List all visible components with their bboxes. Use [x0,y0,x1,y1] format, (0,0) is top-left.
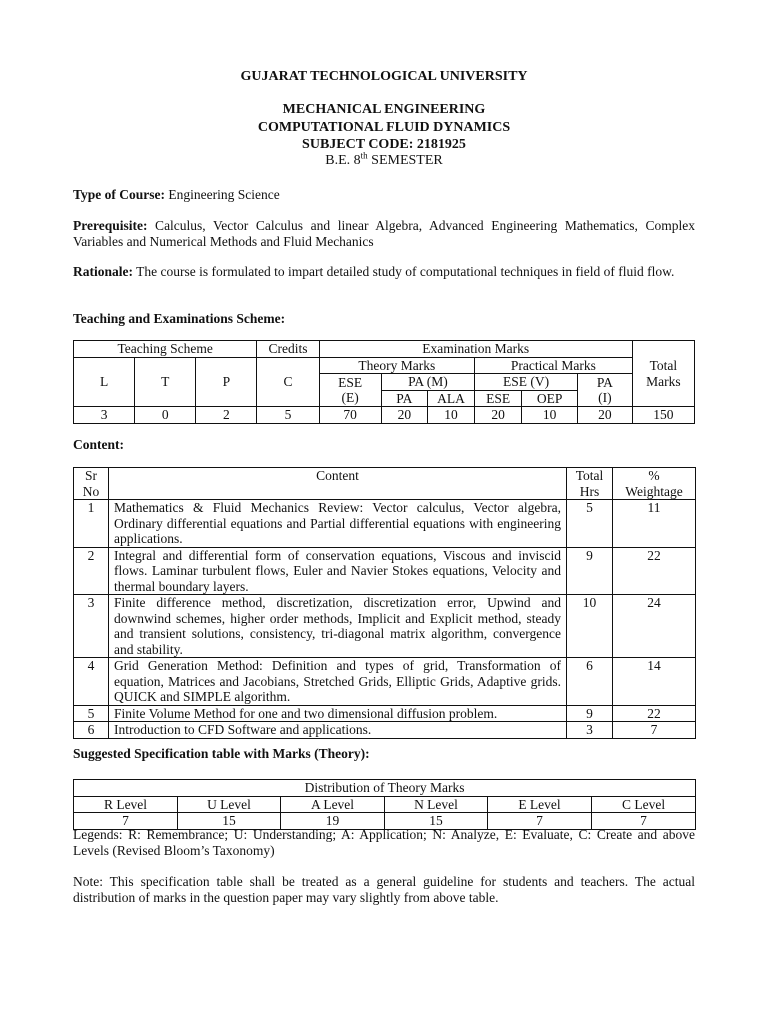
row-weight: 22 [613,547,696,595]
ese-e-header: ESE (E) [319,374,381,407]
row-weight: 7 [613,722,696,739]
prerequisite [73,218,695,249]
row-sr: 6 [74,722,109,739]
row-content: Finite Volume Method for one and two dimensional diffusion problem. [109,705,567,722]
note-text: Note: This specification table shall be treated as a general guideline for students and teachers. The actual distribution of marks in the question paper may vary slightly from above table. [73,874,695,905]
marks-cell: 7 [592,813,696,830]
scheme-values-row [74,407,695,424]
level-cell: A Level [281,796,385,813]
oep-header: OEP [522,390,578,407]
type-of-course [73,187,695,203]
pa-header: PA [381,390,427,407]
table-row [74,547,696,595]
rationale [73,264,695,280]
value-ese-e: 70 [319,407,381,424]
practical-marks-header: Practical Marks [475,357,633,374]
theory-marks-header: Theory Marks [319,357,474,374]
pa-m-header: PA (M) [381,374,474,391]
row-weight: 24 [613,595,696,658]
value-ese: 20 [475,407,522,424]
sr-no-header: Sr No [74,468,109,500]
credits-header: Credits [257,341,319,358]
table-row [74,658,696,706]
subject-title: COMPUTATIONAL FLUID DYNAMICS [257,120,511,135]
semester-line [0,150,768,169]
row-hrs: 10 [567,595,613,658]
ese-v-header: ESE (V) [475,374,578,391]
col-L: L [74,357,135,407]
col-C: C [257,357,319,407]
level-cell: U Level [178,796,281,813]
row-hrs: 5 [567,500,613,548]
value-T: 0 [135,407,196,424]
level-cell: E Level [488,796,592,813]
col-P: P [196,357,257,407]
scheme-heading: Teaching and Examinations Scheme: [73,311,286,326]
row-content: Finite difference method, discretization, discretization error, Upwind and downwind schemes, higher order methods, Implicit and Explicit method, steady and transient solutions, consistency, tri-diagonal matrix algorithm, convergence and stability. [109,595,567,658]
row-weight: 11 [613,500,696,548]
semester-prefix: B.E. 8 [325,153,361,168]
type-label: Type of Course: [73,187,165,202]
teaching-scheme-header: Teaching Scheme [74,341,257,358]
subject-code: SUBJECT CODE: 2181925 [302,137,466,152]
row-weight: 22 [613,705,696,722]
marks-cell: 19 [281,813,385,830]
pa-i-header: PA (I) [577,374,632,407]
content-header: Content [109,468,567,500]
level-cell: R Level [74,796,178,813]
marks-cell: 7 [74,813,178,830]
distribution-title: Distribution of Theory Marks [74,780,696,797]
spec-heading: Suggested Specification table with Marks (Theory): [73,746,370,761]
levels-row [74,796,696,813]
marks-cell: 15 [385,813,488,830]
total-marks-header: Total Marks [632,341,694,407]
col-T: T [135,357,196,407]
value-ala: 10 [427,407,474,424]
level-cell: N Level [385,796,488,813]
value-C: 5 [257,407,319,424]
semester-superscript: th [360,150,368,161]
legend-text: Legends: R: Remembrance; U: Understanding; A: Application; N: Analyze, E: Evaluate, C: Create and above Levels (Revised Bloom’s Taxonomy) [73,827,695,858]
value-P: 2 [196,407,257,424]
value-L: 3 [74,407,135,424]
content-heading: Content: [73,437,124,452]
value-pa-i: 20 [577,407,632,424]
teaching-scheme-table [73,340,695,424]
row-content: Introduction to CFD Software and applications. [109,722,567,739]
semester-suffix: SEMESTER [367,153,443,168]
row-sr: 2 [74,547,109,595]
row-content: Grid Generation Method: Definition and types of grid, Transformation of equation, Matrices and Jacobians, Stretched Grids, Elliptic Grids, Adaptive grids. QUICK and SIMPLE algorithm. [109,658,567,706]
total-hrs-header: Total Hrs [567,468,613,500]
row-weight: 14 [613,658,696,706]
spec-table [73,779,696,830]
row-hrs: 3 [567,722,613,739]
row-content: Mathematics & Fluid Mechanics Review: Vector calculus, Vector algebra, Ordinary differential equations and Partial differential equations with engineering applications. [109,500,567,548]
value-total: 150 [632,407,694,424]
exam-marks-header: Examination Marks [319,341,632,358]
weightage-header: % Weightage [613,468,696,500]
value-pa: 20 [381,407,427,424]
ese-header: ESE [475,390,522,407]
table-row [74,705,696,722]
rationale-value: The course is formulated to impart detailed study of computational techniques in field of fluid flow. [133,264,675,279]
row-content: Integral and differential form of conservation equations, Viscous and inviscid flows. Laminar turbulent flows, Euler and Navier Stokes equations, Velocity and thermal boundary layers. [109,547,567,595]
prereq-value: Calculus, Vector Calculus and linear Algebra, Advanced Engineering Mathematics, Complex Variables and Numerical Methods and Fluid Mechanics [73,218,695,249]
row-sr: 4 [74,658,109,706]
row-hrs: 6 [567,658,613,706]
university-title: GUJARAT TECHNOLOGICAL UNIVERSITY [240,69,528,84]
marks-cell: 15 [178,813,281,830]
content-table [73,467,696,739]
table-row [74,500,696,548]
type-value: Engineering Science [165,187,280,202]
row-sr: 5 [74,705,109,722]
row-hrs: 9 [567,705,613,722]
row-sr: 1 [74,500,109,548]
department-title: MECHANICAL ENGINEERING [282,102,486,117]
marks-cell: 7 [488,813,592,830]
row-sr: 3 [74,595,109,658]
prereq-label: Prerequisite: [73,218,148,233]
value-oep: 10 [522,407,578,424]
rationale-label: Rationale: [73,264,133,279]
row-hrs: 9 [567,547,613,595]
table-row [74,722,696,739]
table-row [74,595,696,658]
level-cell: C Level [592,796,696,813]
ala-header: ALA [427,390,474,407]
